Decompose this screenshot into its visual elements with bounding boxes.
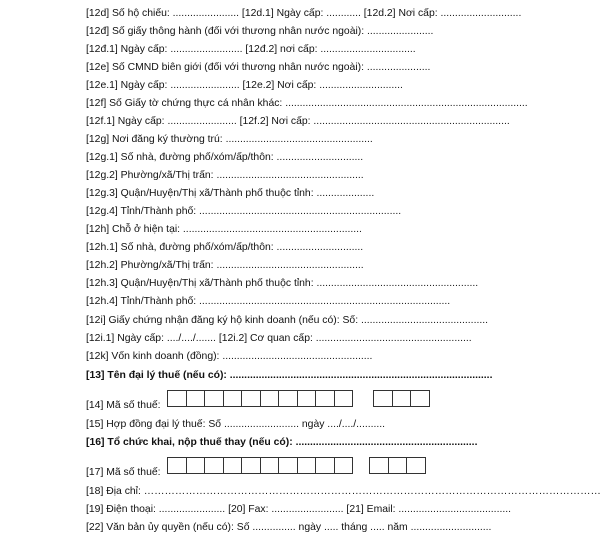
field-18-address: [18] Địa chỉ: ……………………………………………………………………………………………………………………	[86, 486, 601, 497]
field-12e-issue: [12e.1] Ngày cấp: ........................ [12e.2] Nơi cấp: .............................	[86, 80, 403, 91]
digit-box[interactable]	[241, 457, 261, 474]
digit-box[interactable]	[241, 390, 261, 407]
field-12i1-issue: [12i.1] Ngày cấp: ..../..../....... [12i.2] Cơ quan cấp: ......................................................	[86, 333, 472, 344]
field-12h1-street: [12h.1] Số nhà, đường phố/xóm/ấp/thôn: ..............................	[86, 242, 364, 253]
field-13-tax-agent: [13] Tên đại lý thuế (nếu có): ...........................................................................................	[86, 370, 493, 381]
field-12k-capital: [12k] Vốn kinh doanh (đồng): ....................................................	[86, 351, 373, 362]
field-12g3-district: [12g.3] Quận/Huyện/Thị xã/Thành phố thuộc tỉnh: ....................	[86, 188, 375, 199]
field-12d-passport: [12d] Số hộ chiếu: ....................... [12d.1] Ngày cấp: ............ [12d.2] Nơi cấp: ............................	[86, 8, 522, 19]
field-17-tax-code-label: [17] Mã số thuế:	[86, 467, 161, 478]
field-12dd-travel-permit: [12đ] Số giấy thông hành (đối với thương nhân nước ngoài): .......................	[86, 26, 434, 37]
digit-box[interactable]	[297, 457, 317, 474]
digit-box[interactable]	[186, 457, 206, 474]
field-12g1-street: [12g.1] Số nhà, đường phố/xóm/ấp/thôn: ..............................	[86, 152, 364, 163]
digit-box[interactable]	[204, 390, 224, 407]
digit-box[interactable]	[223, 457, 243, 474]
digit-box[interactable]	[373, 390, 393, 407]
digit-box[interactable]	[260, 457, 280, 474]
field-12g4-province: [12g.4] Tỉnh/Thành phố: ......................................................................	[86, 206, 402, 217]
digit-box[interactable]	[204, 457, 224, 474]
field-12g-permanent-address: [12g] Nơi đăng ký thường trú: ...................................................	[86, 134, 373, 145]
digit-box[interactable]	[334, 457, 354, 474]
digit-box[interactable]	[278, 457, 298, 474]
field-17-branch-code-boxes[interactable]	[369, 457, 425, 474]
digit-box[interactable]	[186, 390, 206, 407]
digit-box[interactable]	[369, 457, 389, 474]
digit-box[interactable]	[297, 390, 317, 407]
digit-box[interactable]	[406, 457, 426, 474]
digit-box[interactable]	[334, 390, 354, 407]
field-22-authorization: [22] Văn bản ủy quyền (nếu có): Số ............... ngày ..... tháng ..... năm ............................	[86, 522, 492, 533]
digit-box[interactable]	[167, 390, 187, 407]
field-14-tax-code-boxes[interactable]	[167, 390, 352, 407]
field-14-tax-code-label: [14] Mã số thuế:	[86, 400, 161, 411]
field-12h2-ward: [12h.2] Phường/xã/Thị trấn: ...................................................	[86, 260, 364, 271]
field-12g2-ward: [12g.2] Phường/xã/Thị trấn: ...................................................	[86, 170, 364, 181]
field-12f-other-id: [12f] Số Giấy tờ chứng thực cá nhân khác: ....................................................................................	[86, 98, 528, 109]
field-12h4-province: [12h.4] Tỉnh/Thành phố: .......................................................................................	[86, 296, 451, 307]
digit-box[interactable]	[410, 390, 430, 407]
digit-box[interactable]	[388, 457, 408, 474]
field-17-tax-code-boxes[interactable]	[167, 457, 352, 474]
digit-box[interactable]	[315, 390, 335, 407]
field-19-21-contact: [19] Điện thoại: ....................... [20] Fax: ......................... [21] Email: .......................................	[86, 504, 511, 515]
field-12i-business-cert: [12i] Giấy chứng nhận đăng ký hộ kinh doanh (nếu có): Số: ............................................	[86, 315, 489, 326]
field-16-withholding-org: [16] Tổ chức khai, nộp thuế thay (nếu có): ...............................................................	[86, 437, 478, 448]
field-14-branch-code-boxes[interactable]	[373, 390, 429, 407]
digit-box[interactable]	[167, 457, 187, 474]
digit-box[interactable]	[260, 390, 280, 407]
field-12f-issue: [12f.1] Ngày cấp: ........................ [12f.2] Nơi cấp: ....................................................................	[86, 116, 510, 127]
field-15-agent-contract: [15] Hợp đồng đại lý thuế: Số .......................... ngày ..../..../..........	[86, 419, 386, 430]
field-12dd-issue: [12đ.1] Ngày cấp: ......................... [12đ.2] nơi cấp: .................................	[86, 44, 416, 55]
field-12e-border-id: [12e] Số CMND biên giới (đối với thương nhân nước ngoài): ......................	[86, 62, 431, 73]
digit-box[interactable]	[392, 390, 412, 407]
field-12h-current-address: [12h] Chỗ ở hiện tại: ..............................................................	[86, 224, 362, 235]
field-12h3-district: [12h.3] Quận/Huyện/Thị xã/Thành phố thuộc tỉnh: ........................................................	[86, 278, 479, 289]
digit-box[interactable]	[278, 390, 298, 407]
digit-box[interactable]	[223, 390, 243, 407]
digit-box[interactable]	[315, 457, 335, 474]
